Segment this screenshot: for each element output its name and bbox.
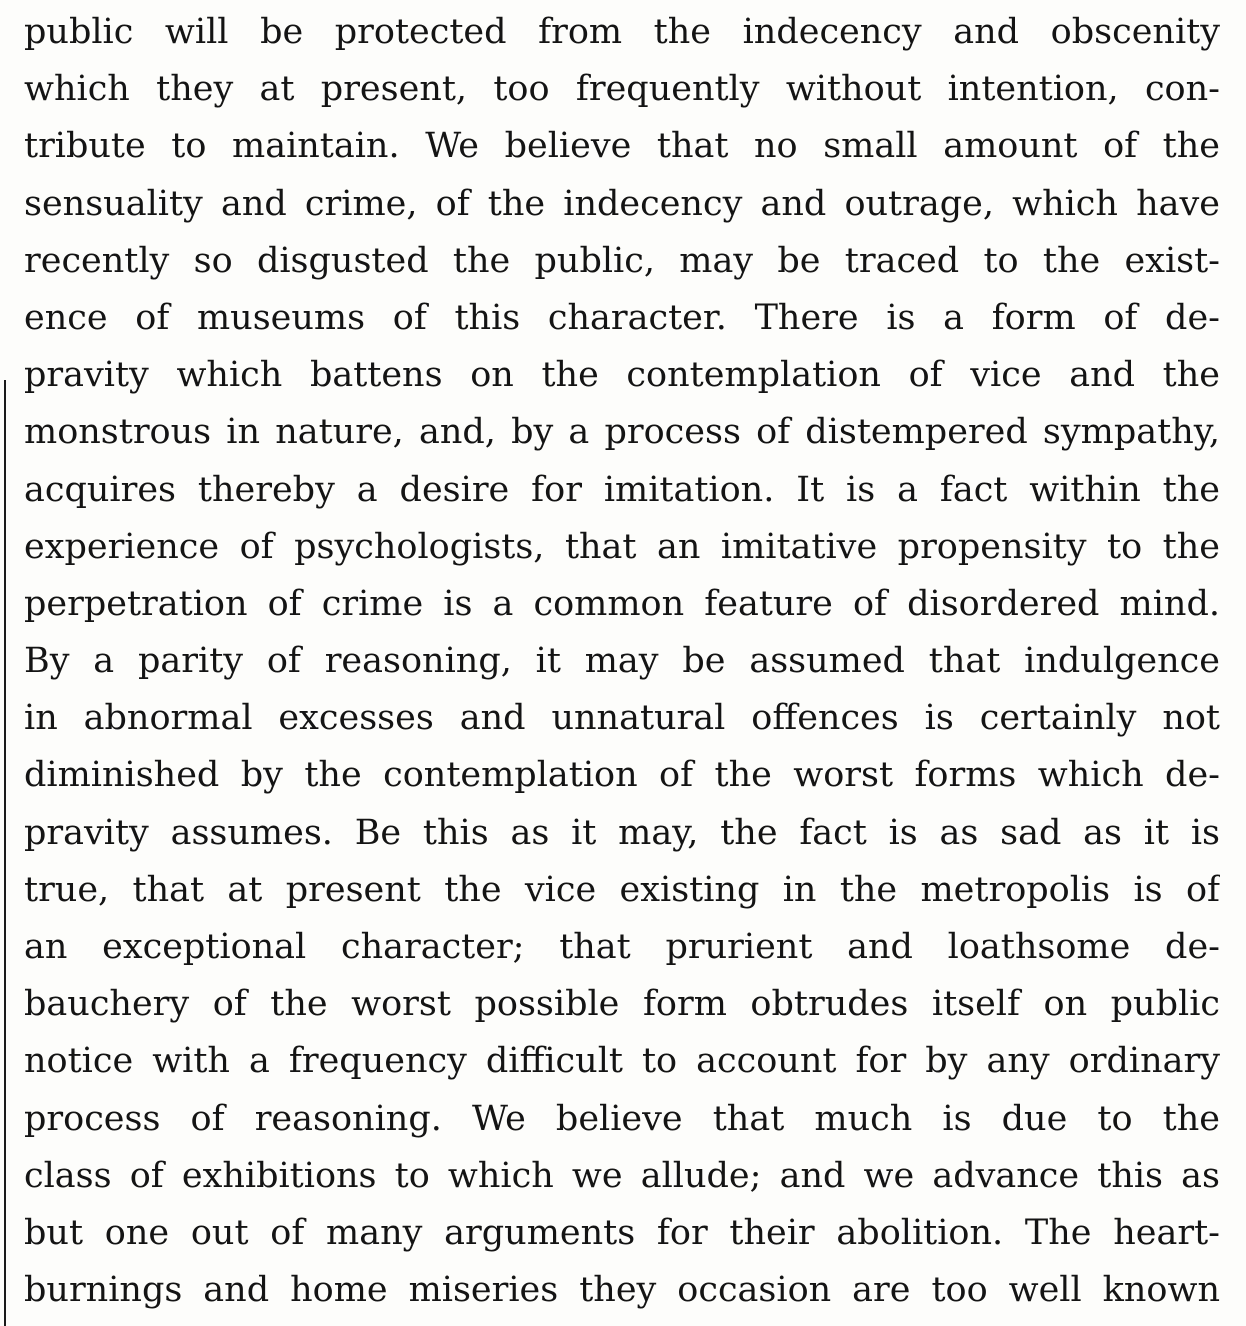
text-line: ence of museums of this character. There is a form of de- xyxy=(24,297,1220,338)
text-line: process of reasoning. We believe that much is due to the xyxy=(24,1098,1220,1139)
text-line: acquires thereby a desire for imitation. It is a fact within the xyxy=(24,469,1220,510)
text-line: monstrous in nature, and, by a process of distempered sympathy, xyxy=(24,412,1220,453)
text-line: an exceptional character; that prurient and loathsome de- xyxy=(24,927,1220,967)
text-line: class of exhibitions to which we allude; and we advance this as xyxy=(24,1155,1220,1196)
text-line: but one out of many arguments for their abolition. The heart- xyxy=(24,1212,1220,1253)
text-line: pravity which battens on the contemplation of vice and the xyxy=(24,355,1220,396)
text-line: in abnormal excesses and unnatural offences is certainly not xyxy=(24,698,1220,739)
text-line: experience of psychologists, that an imitative propensity to the xyxy=(24,526,1220,567)
text-line: perpetration of crime is a common feature of disordered mind. xyxy=(24,583,1220,624)
text-line: true, that at present the vice existing in the metropolis is of xyxy=(24,869,1220,910)
text-line: which they at present, too frequently without intention, con- xyxy=(24,69,1220,110)
text-line: burnings and home miseries they occasion are too well known xyxy=(24,1270,1220,1311)
text-line: pravity assumes. Be this as it may, the fact is as sad as it is xyxy=(24,812,1220,853)
text-line: tribute to maintain. We believe that no small amount of the xyxy=(24,126,1220,167)
text-line: By a parity of reasoning, it may be assumed that indulgence xyxy=(24,641,1220,682)
text-line: sensuality and crime, of the indecency and outrage, which have xyxy=(24,183,1220,224)
body-text xyxy=(24,4,1220,1319)
text-line: notice with a frequency difficult to account for by any ordinary xyxy=(24,1041,1220,1082)
text-line: bauchery of the worst possible form obtrudes itself on public xyxy=(24,984,1220,1025)
text-line: recently so disgusted the public, may be traced to the exist- xyxy=(24,240,1220,281)
text-line: public will be protected from the indecency and obscenity xyxy=(24,12,1220,52)
margin-rule xyxy=(4,380,6,1326)
text-line: diminished by the contemplation of the worst forms which de- xyxy=(24,755,1220,796)
